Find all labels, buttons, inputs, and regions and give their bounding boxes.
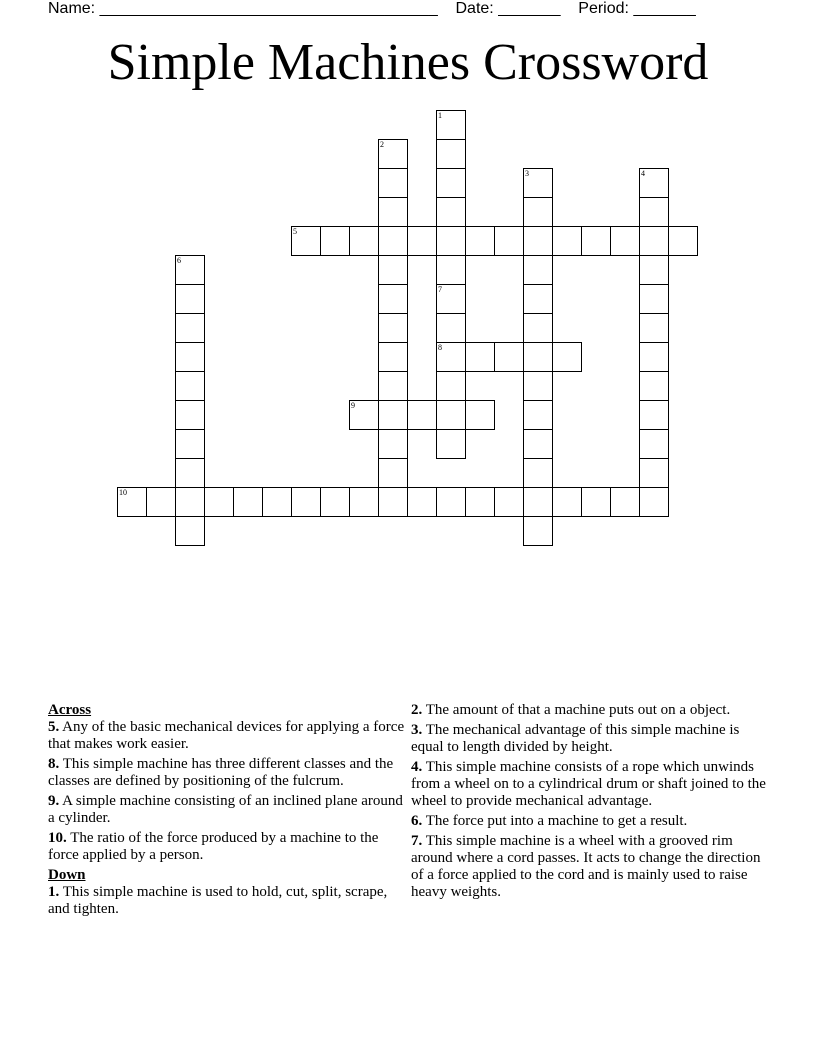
grid-cell[interactable] bbox=[378, 371, 408, 401]
grid-cell[interactable] bbox=[436, 197, 466, 227]
grid-cell[interactable] bbox=[639, 458, 669, 488]
grid-cell[interactable] bbox=[378, 429, 408, 459]
grid-cell[interactable] bbox=[436, 226, 466, 256]
grid-cell[interactable] bbox=[378, 197, 408, 227]
clue-across-5 bbox=[48, 719, 408, 753]
grid-cell[interactable] bbox=[523, 313, 553, 343]
grid-cell[interactable] bbox=[378, 487, 408, 517]
grid-cell[interactable] bbox=[378, 400, 408, 430]
clue-number: 9. bbox=[48, 793, 60, 809]
clue-across-10 bbox=[48, 830, 408, 864]
grid-cell[interactable] bbox=[494, 226, 524, 256]
across-heading: Across bbox=[48, 702, 92, 718]
clue-number-label: 1 bbox=[438, 111, 442, 120]
grid-cell[interactable] bbox=[175, 487, 205, 517]
clue-number-label: 4 bbox=[641, 169, 645, 178]
grid-cell[interactable] bbox=[378, 284, 408, 314]
grid-cell[interactable] bbox=[639, 197, 669, 227]
clue-number: 10. bbox=[48, 830, 67, 846]
grid-cell[interactable] bbox=[494, 342, 524, 372]
grid-cell[interactable] bbox=[378, 255, 408, 285]
grid-cell[interactable] bbox=[523, 458, 553, 488]
grid-cell[interactable] bbox=[639, 429, 669, 459]
grid-cell[interactable] bbox=[436, 168, 466, 198]
grid-cell[interactable] bbox=[523, 342, 553, 372]
clue-across-8 bbox=[48, 756, 408, 790]
grid-cell[interactable] bbox=[349, 487, 379, 517]
grid-cell[interactable] bbox=[639, 371, 669, 401]
grid-cell[interactable] bbox=[523, 516, 553, 546]
clues-column-right bbox=[411, 702, 771, 904]
grid-cell[interactable] bbox=[610, 487, 640, 517]
grid-cell[interactable] bbox=[436, 429, 466, 459]
clue-number: 6. bbox=[411, 813, 423, 829]
grid-cell[interactable] bbox=[523, 429, 553, 459]
down-heading: Down bbox=[48, 867, 86, 883]
clue-text: The ratio of the force produced by a machine to the force applied by a person. bbox=[48, 830, 379, 863]
grid-cell[interactable] bbox=[436, 487, 466, 517]
clue-down-3 bbox=[411, 722, 771, 756]
name-label: Name: bbox=[48, 0, 96, 17]
grid-cell[interactable] bbox=[639, 487, 669, 517]
grid-cell[interactable] bbox=[668, 226, 698, 256]
grid-cell[interactable] bbox=[233, 487, 263, 517]
grid-cell[interactable] bbox=[320, 226, 350, 256]
clue-number: 8. bbox=[48, 756, 60, 772]
page-title: Simple Machines Crossword bbox=[107, 34, 709, 91]
grid-cell[interactable] bbox=[175, 342, 205, 372]
grid-cell[interactable] bbox=[552, 226, 582, 256]
clue-down-1 bbox=[48, 884, 408, 918]
clue-down-6 bbox=[411, 813, 771, 830]
clue-number: 4. bbox=[411, 759, 423, 775]
clue-number-label: 2 bbox=[380, 140, 384, 149]
grid-cell[interactable] bbox=[378, 342, 408, 372]
clue-text: This simple machine is a wheel with a grooved rim around where a cord passes. It acts to change the direction of a force applied to the cord and is mainly used to raise heavy weights. bbox=[411, 833, 761, 900]
clue-number: 1. bbox=[48, 884, 60, 900]
grid-cell[interactable] bbox=[639, 284, 669, 314]
grid-cell[interactable] bbox=[436, 371, 466, 401]
clue-down-4 bbox=[411, 759, 771, 810]
grid-cell[interactable] bbox=[204, 487, 234, 517]
grid-cell[interactable] bbox=[494, 487, 524, 517]
grid-cell[interactable] bbox=[639, 342, 669, 372]
clue-text: Any of the basic mechanical devices for applying a force that makes work easier. bbox=[48, 719, 405, 752]
grid-cell[interactable] bbox=[465, 487, 495, 517]
grid-cell[interactable] bbox=[378, 313, 408, 343]
clue-number: 5. bbox=[48, 719, 60, 735]
period-label: Period: bbox=[578, 0, 629, 17]
clue-text: This simple machine is used to hold, cut, split, scrape, and tighten. bbox=[48, 884, 388, 917]
grid-cell[interactable] bbox=[378, 458, 408, 488]
clue-text: This simple machine consists of a rope which unwinds from a wheel on to a cylindrical drum or shaft joined to the wheel to provide mechanical advantage. bbox=[411, 759, 766, 809]
grid-cell[interactable] bbox=[175, 516, 205, 546]
grid-cell[interactable] bbox=[465, 342, 495, 372]
grid-cell[interactable] bbox=[639, 226, 669, 256]
clue-text: The mechanical advantage of this simple machine is equal to length divided by height. bbox=[411, 722, 740, 755]
grid-cell[interactable] bbox=[639, 255, 669, 285]
grid-cell[interactable] bbox=[639, 313, 669, 343]
grid-cell[interactable] bbox=[523, 284, 553, 314]
grid-cell[interactable] bbox=[436, 255, 466, 285]
grid-cell[interactable] bbox=[581, 487, 611, 517]
grid-cell[interactable] bbox=[378, 168, 408, 198]
clue-number-label: 10 bbox=[119, 488, 127, 497]
grid-cell[interactable] bbox=[465, 226, 495, 256]
clue-down-7 bbox=[411, 833, 771, 901]
clue-number-label: 7 bbox=[438, 285, 442, 294]
grid-cell[interactable] bbox=[407, 487, 437, 517]
grid-cell[interactable] bbox=[523, 197, 553, 227]
clue-text: This simple machine has three different classes and the classes are defined by positioning of the fulcrum. bbox=[48, 756, 394, 789]
clue-number: 7. bbox=[411, 833, 423, 849]
grid-cell[interactable] bbox=[465, 400, 495, 430]
grid-cell[interactable] bbox=[523, 226, 553, 256]
grid-cell[interactable] bbox=[581, 226, 611, 256]
grid-cell[interactable] bbox=[262, 487, 292, 517]
grid-cell[interactable] bbox=[552, 342, 582, 372]
grid-cell[interactable] bbox=[378, 226, 408, 256]
grid-cell[interactable] bbox=[407, 400, 437, 430]
clue-number-label: 8 bbox=[438, 343, 442, 352]
grid-cell[interactable] bbox=[175, 313, 205, 343]
clue-number-label: 3 bbox=[525, 169, 529, 178]
clue-number: 2. bbox=[411, 702, 423, 718]
clue-number-label: 5 bbox=[293, 227, 297, 236]
grid-cell[interactable] bbox=[175, 400, 205, 430]
grid-cell[interactable] bbox=[349, 226, 379, 256]
grid-cell[interactable] bbox=[320, 487, 350, 517]
grid-cell[interactable] bbox=[436, 400, 466, 430]
clue-number-label: 9 bbox=[351, 401, 355, 410]
name-blank[interactable]: ______________________________________ bbox=[99, 0, 438, 17]
grid-cell[interactable] bbox=[175, 371, 205, 401]
clue-number: 3. bbox=[411, 722, 423, 738]
date-blank[interactable]: _______ bbox=[498, 0, 561, 17]
grid-cell[interactable] bbox=[175, 429, 205, 459]
clue-text: The amount of that a machine puts out on a object. bbox=[422, 702, 731, 718]
grid-cell[interactable] bbox=[146, 487, 176, 517]
grid-cell[interactable] bbox=[639, 400, 669, 430]
grid-cell[interactable] bbox=[610, 226, 640, 256]
grid-cell[interactable] bbox=[175, 284, 205, 314]
grid-cell[interactable] bbox=[523, 255, 553, 285]
grid-cell[interactable] bbox=[523, 487, 553, 517]
clue-text: The force put into a machine to get a result. bbox=[422, 813, 688, 829]
grid-cell[interactable] bbox=[552, 487, 582, 517]
grid-cell[interactable] bbox=[436, 313, 466, 343]
grid-cell[interactable] bbox=[291, 487, 321, 517]
period-blank[interactable]: _______ bbox=[633, 0, 696, 17]
grid-cell[interactable] bbox=[523, 371, 553, 401]
grid-cell[interactable] bbox=[436, 139, 466, 169]
grid-cell[interactable] bbox=[523, 400, 553, 430]
clue-across-9 bbox=[48, 793, 408, 827]
clue-text: A simple machine consisting of an inclined plane around a cylinder. bbox=[48, 793, 403, 826]
clue-number-label: 6 bbox=[177, 256, 181, 265]
grid-cell[interactable] bbox=[175, 458, 205, 488]
clues-column-left bbox=[48, 702, 408, 921]
clue-down-2 bbox=[411, 702, 771, 719]
grid-cell[interactable] bbox=[407, 226, 437, 256]
date-label: Date: bbox=[455, 0, 494, 17]
